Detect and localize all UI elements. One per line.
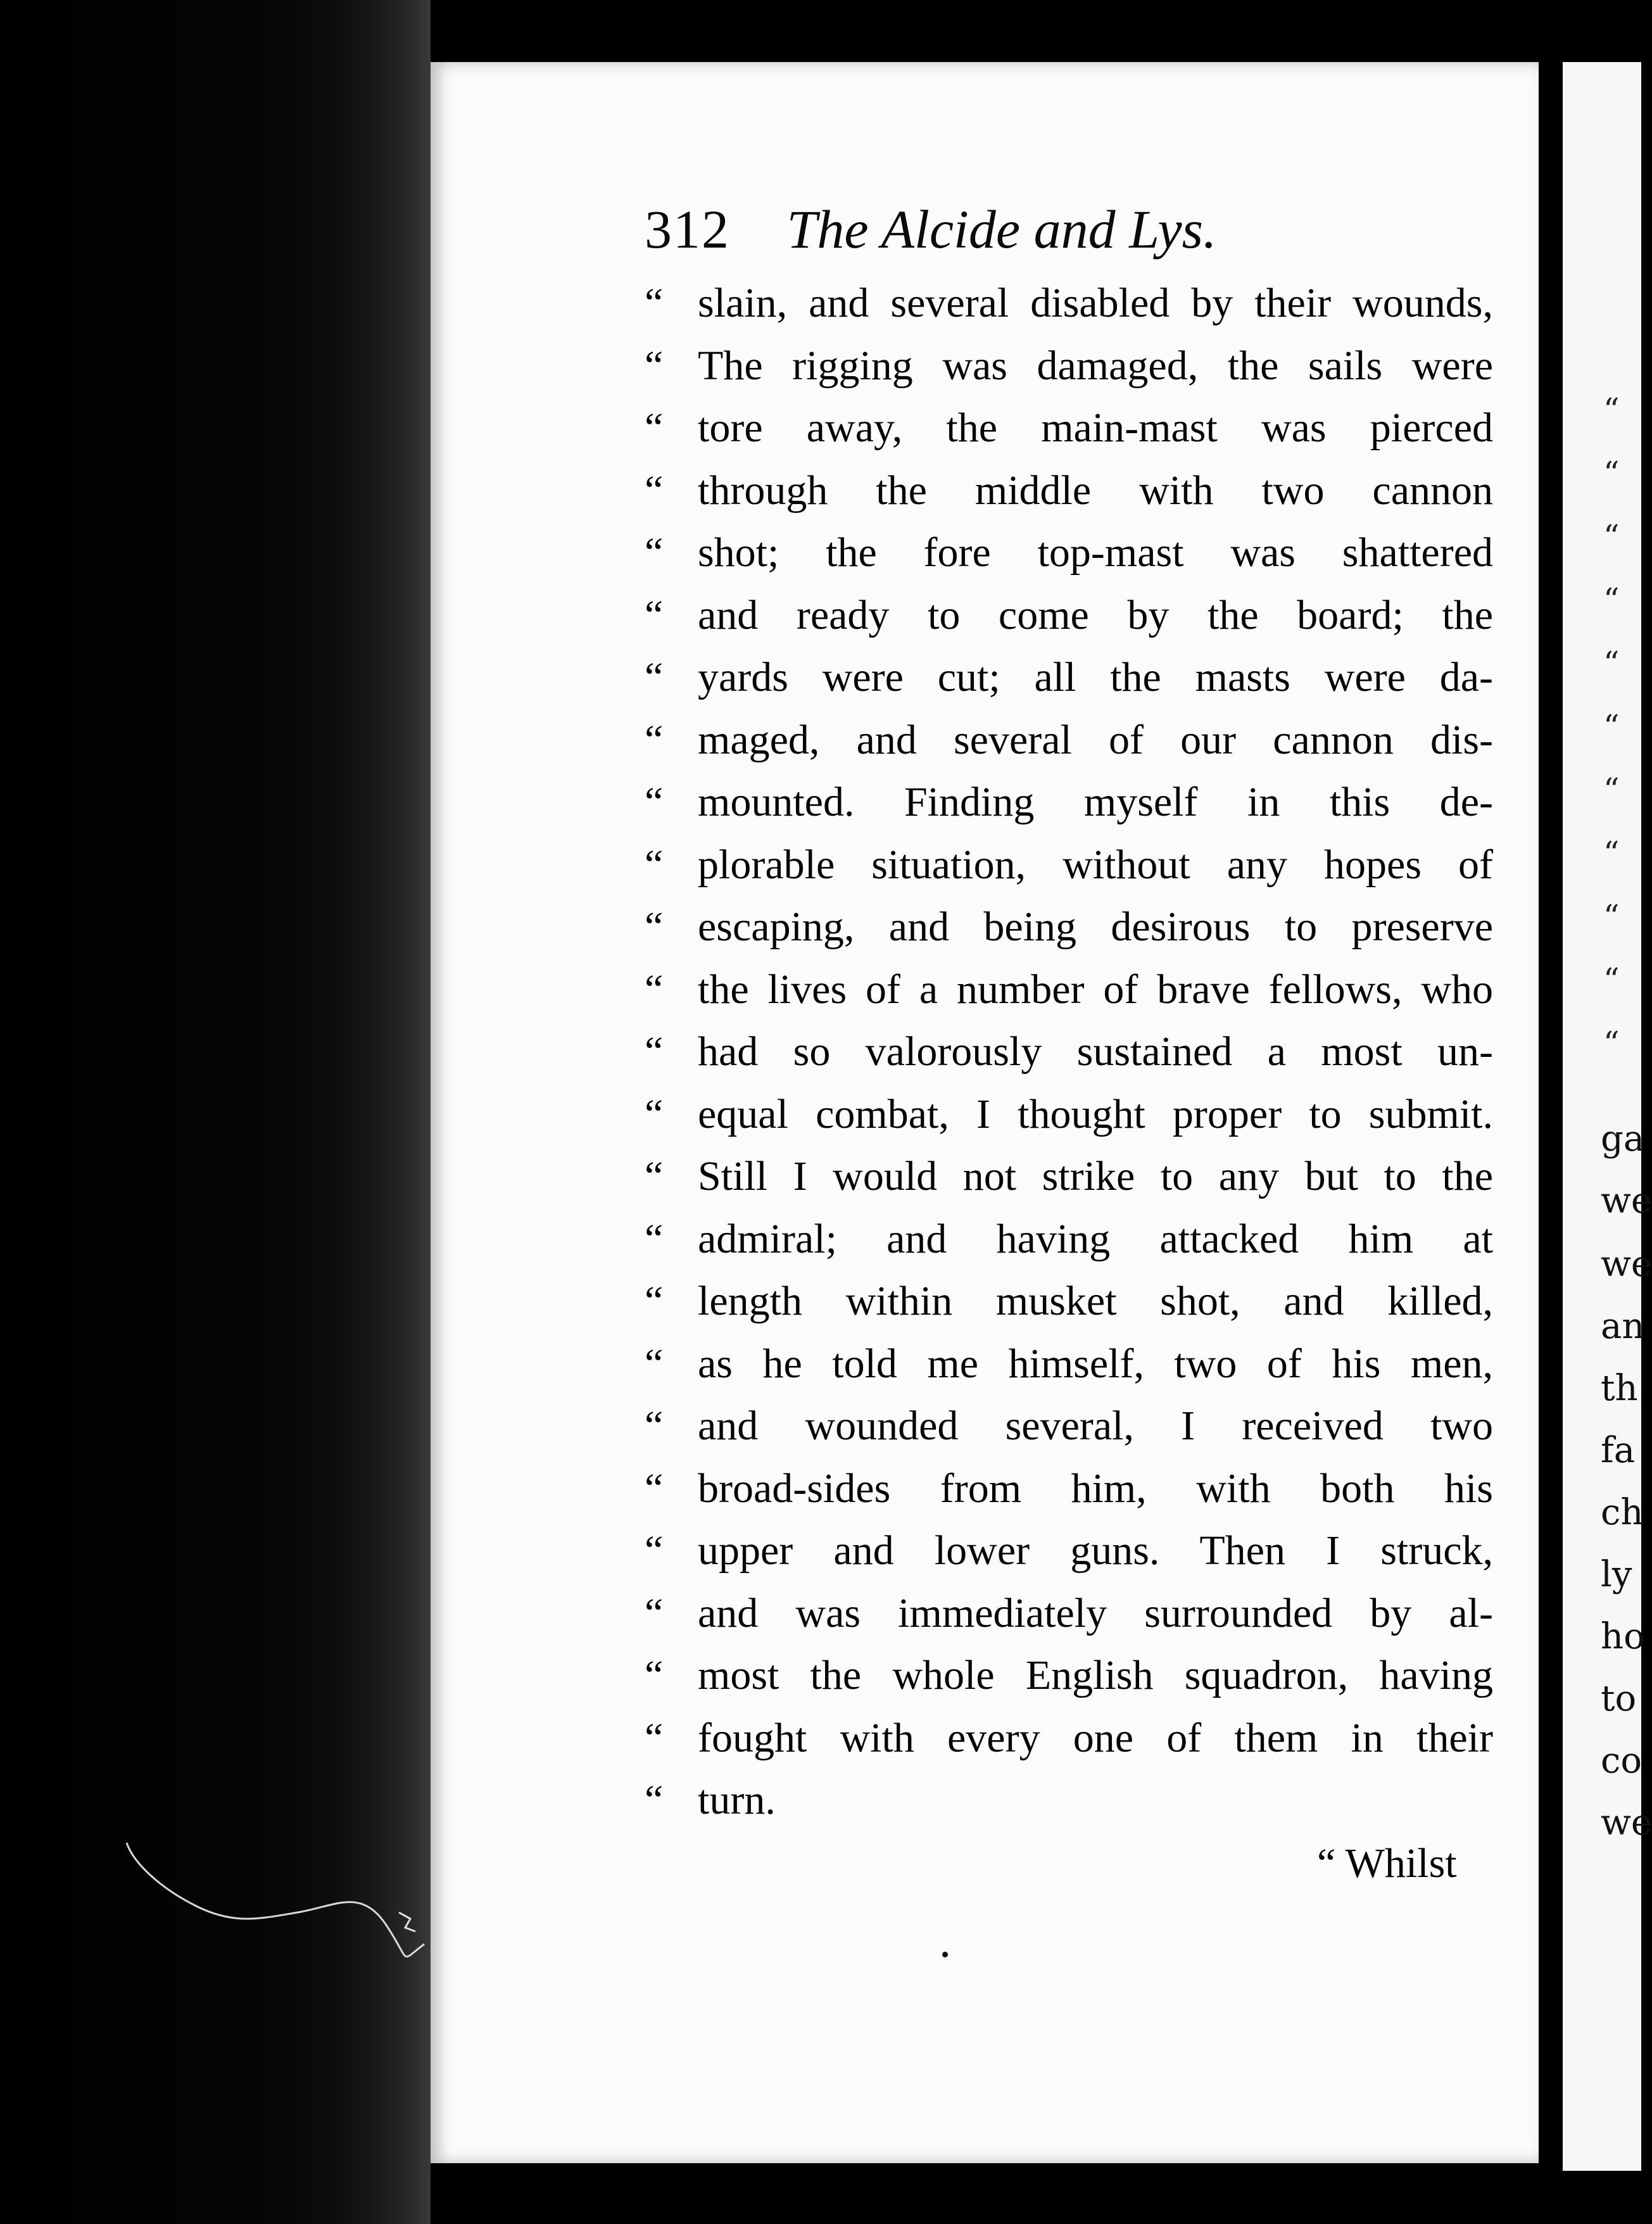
quote-mark: “ — [645, 779, 664, 825]
facing-quote-mark: “ — [1603, 645, 1620, 681]
line-text: escaping, and being desirous to preserve — [698, 904, 1493, 950]
facing-fragment: we — [1601, 1244, 1652, 1285]
text-line — [645, 1458, 1493, 1520]
line-text: admiral; and having attacked him at — [698, 1215, 1493, 1262]
text-line — [645, 771, 1493, 834]
quote-mark: “ — [645, 1777, 664, 1823]
line-text: Still I would not strike to any but to the — [698, 1153, 1493, 1199]
line-text: and ready to come by the board; the — [698, 591, 1493, 638]
facing-quote-mark: “ — [1603, 898, 1620, 935]
text-line — [645, 397, 1493, 460]
facing-quote-mark: “ — [1603, 391, 1620, 428]
line-text: mounted. Finding myself in this de- — [698, 779, 1493, 825]
facing-quote-mark: “ — [1603, 1025, 1620, 1061]
line-text: fought with every one of them in their — [698, 1714, 1493, 1761]
text-line — [645, 1520, 1493, 1583]
text-line — [645, 1270, 1493, 1333]
text-line — [645, 1333, 1493, 1396]
quote-mark: “ — [645, 716, 664, 763]
text-line — [645, 460, 1493, 522]
facing-quote-mark: “ — [1603, 708, 1620, 745]
facing-fragment: fa — [1601, 1430, 1636, 1471]
text-line — [645, 1395, 1493, 1458]
line-text: broad-sides from him, with both his — [698, 1465, 1493, 1512]
quote-mark: “ — [645, 966, 664, 1013]
quote-mark: “ — [645, 904, 664, 950]
facing-fragment: to — [1601, 1678, 1637, 1719]
text-line — [645, 709, 1493, 772]
text-line — [645, 647, 1493, 709]
text-line — [645, 1208, 1493, 1271]
quote-mark: “ — [645, 1589, 664, 1636]
facing-quote-mark: “ — [1603, 771, 1620, 808]
quote-mark: “ — [645, 591, 664, 638]
line-text: tore away, the main-mast was pierced — [698, 405, 1493, 451]
facing-quote-mark: “ — [1603, 455, 1620, 491]
line-text: yards were cut; all the masts were da- — [698, 654, 1493, 700]
line-text: slain, and several disabled by their wounds, — [698, 280, 1493, 326]
page-header — [645, 198, 1341, 261]
line-text: upper and lower guns. Then I struck, — [698, 1527, 1493, 1574]
catchword: “ Whilst — [1317, 1840, 1457, 1886]
quote-mark: “ — [645, 529, 664, 576]
facing-page-edge — [1563, 62, 1652, 2171]
facing-fragment: ch — [1601, 1492, 1644, 1533]
facing-quote-mark: “ — [1603, 518, 1620, 555]
facing-fragment: th — [1601, 1368, 1638, 1409]
quote-mark: “ — [645, 1153, 664, 1199]
text-line — [645, 1645, 1493, 1707]
text-line — [645, 272, 1493, 335]
quote-mark: “ — [645, 1215, 664, 1262]
facing-fragment: co — [1601, 1740, 1643, 1781]
quote-mark: “ — [645, 1465, 664, 1512]
facing-fragment: ho — [1601, 1616, 1645, 1657]
text-line — [645, 1707, 1493, 1770]
line-text: turn. — [698, 1777, 776, 1823]
line-text: the lives of a number of brave fellows, who — [698, 966, 1493, 1013]
text-line — [645, 1084, 1493, 1146]
quote-mark: “ — [645, 1714, 664, 1761]
line-text: most the whole English squadron, having — [698, 1652, 1493, 1698]
facing-fragment: ga — [1601, 1118, 1645, 1159]
line-text: length within musket shot, and killed, — [698, 1278, 1493, 1324]
quote-mark: “ — [645, 405, 664, 451]
facing-fragment: an — [1601, 1306, 1645, 1347]
quote-mark: “ — [645, 1090, 664, 1137]
text-line — [645, 959, 1493, 1021]
line-text: had so valorously sustained a most un- — [698, 1028, 1493, 1075]
text-line — [645, 1021, 1493, 1084]
text-line — [645, 1146, 1493, 1208]
running-title: The Alcide and Lys. — [786, 199, 1217, 260]
line-text: and was immediately surrounded by al- — [698, 1589, 1493, 1636]
facing-fragment: ly — [1601, 1554, 1632, 1595]
text-line — [645, 584, 1493, 647]
line-text: plorable situation, without any hopes of — [698, 841, 1493, 888]
facing-quote-mark: “ — [1603, 961, 1620, 998]
quote-mark: “ — [645, 342, 664, 389]
line-text: shot; the fore top-mast was shattered — [698, 529, 1493, 576]
facing-quote-mark: “ — [1603, 581, 1620, 618]
body-text — [645, 272, 1493, 1832]
text-line — [645, 522, 1493, 584]
line-text: and wounded several, I received two — [698, 1403, 1493, 1449]
text-line — [645, 834, 1493, 897]
ink-speck — [942, 1952, 948, 1957]
stray-thread-icon — [120, 1817, 437, 1969]
text-line — [645, 335, 1493, 398]
line-text: equal combat, I thought proper to submit. — [698, 1090, 1493, 1137]
facing-quote-mark: “ — [1603, 835, 1620, 871]
line-text: maged, and several of our cannon dis- — [698, 716, 1493, 763]
quote-mark: “ — [645, 1403, 664, 1449]
quote-mark: “ — [645, 841, 664, 888]
line-text: as he told me himself, two of his men, — [698, 1340, 1493, 1387]
quote-mark: “ — [645, 467, 664, 514]
text-line — [645, 896, 1493, 959]
quote-mark: “ — [645, 1028, 664, 1075]
text-line — [645, 1769, 1493, 1832]
facing-fragment: we — [1601, 1180, 1652, 1222]
page-number: 312 — [645, 199, 730, 260]
text-line — [645, 1583, 1493, 1645]
facing-fragment: we — [1601, 1802, 1652, 1843]
line-text: through the middle with two cannon — [698, 467, 1493, 514]
quote-mark: “ — [645, 280, 664, 326]
quote-mark: “ — [645, 1340, 664, 1387]
quote-mark: “ — [645, 1278, 664, 1324]
line-text: The rigging was damaged, the sails were — [698, 342, 1493, 389]
quote-mark: “ — [645, 1652, 664, 1698]
quote-mark: “ — [645, 1527, 664, 1574]
quote-mark: “ — [645, 654, 664, 700]
